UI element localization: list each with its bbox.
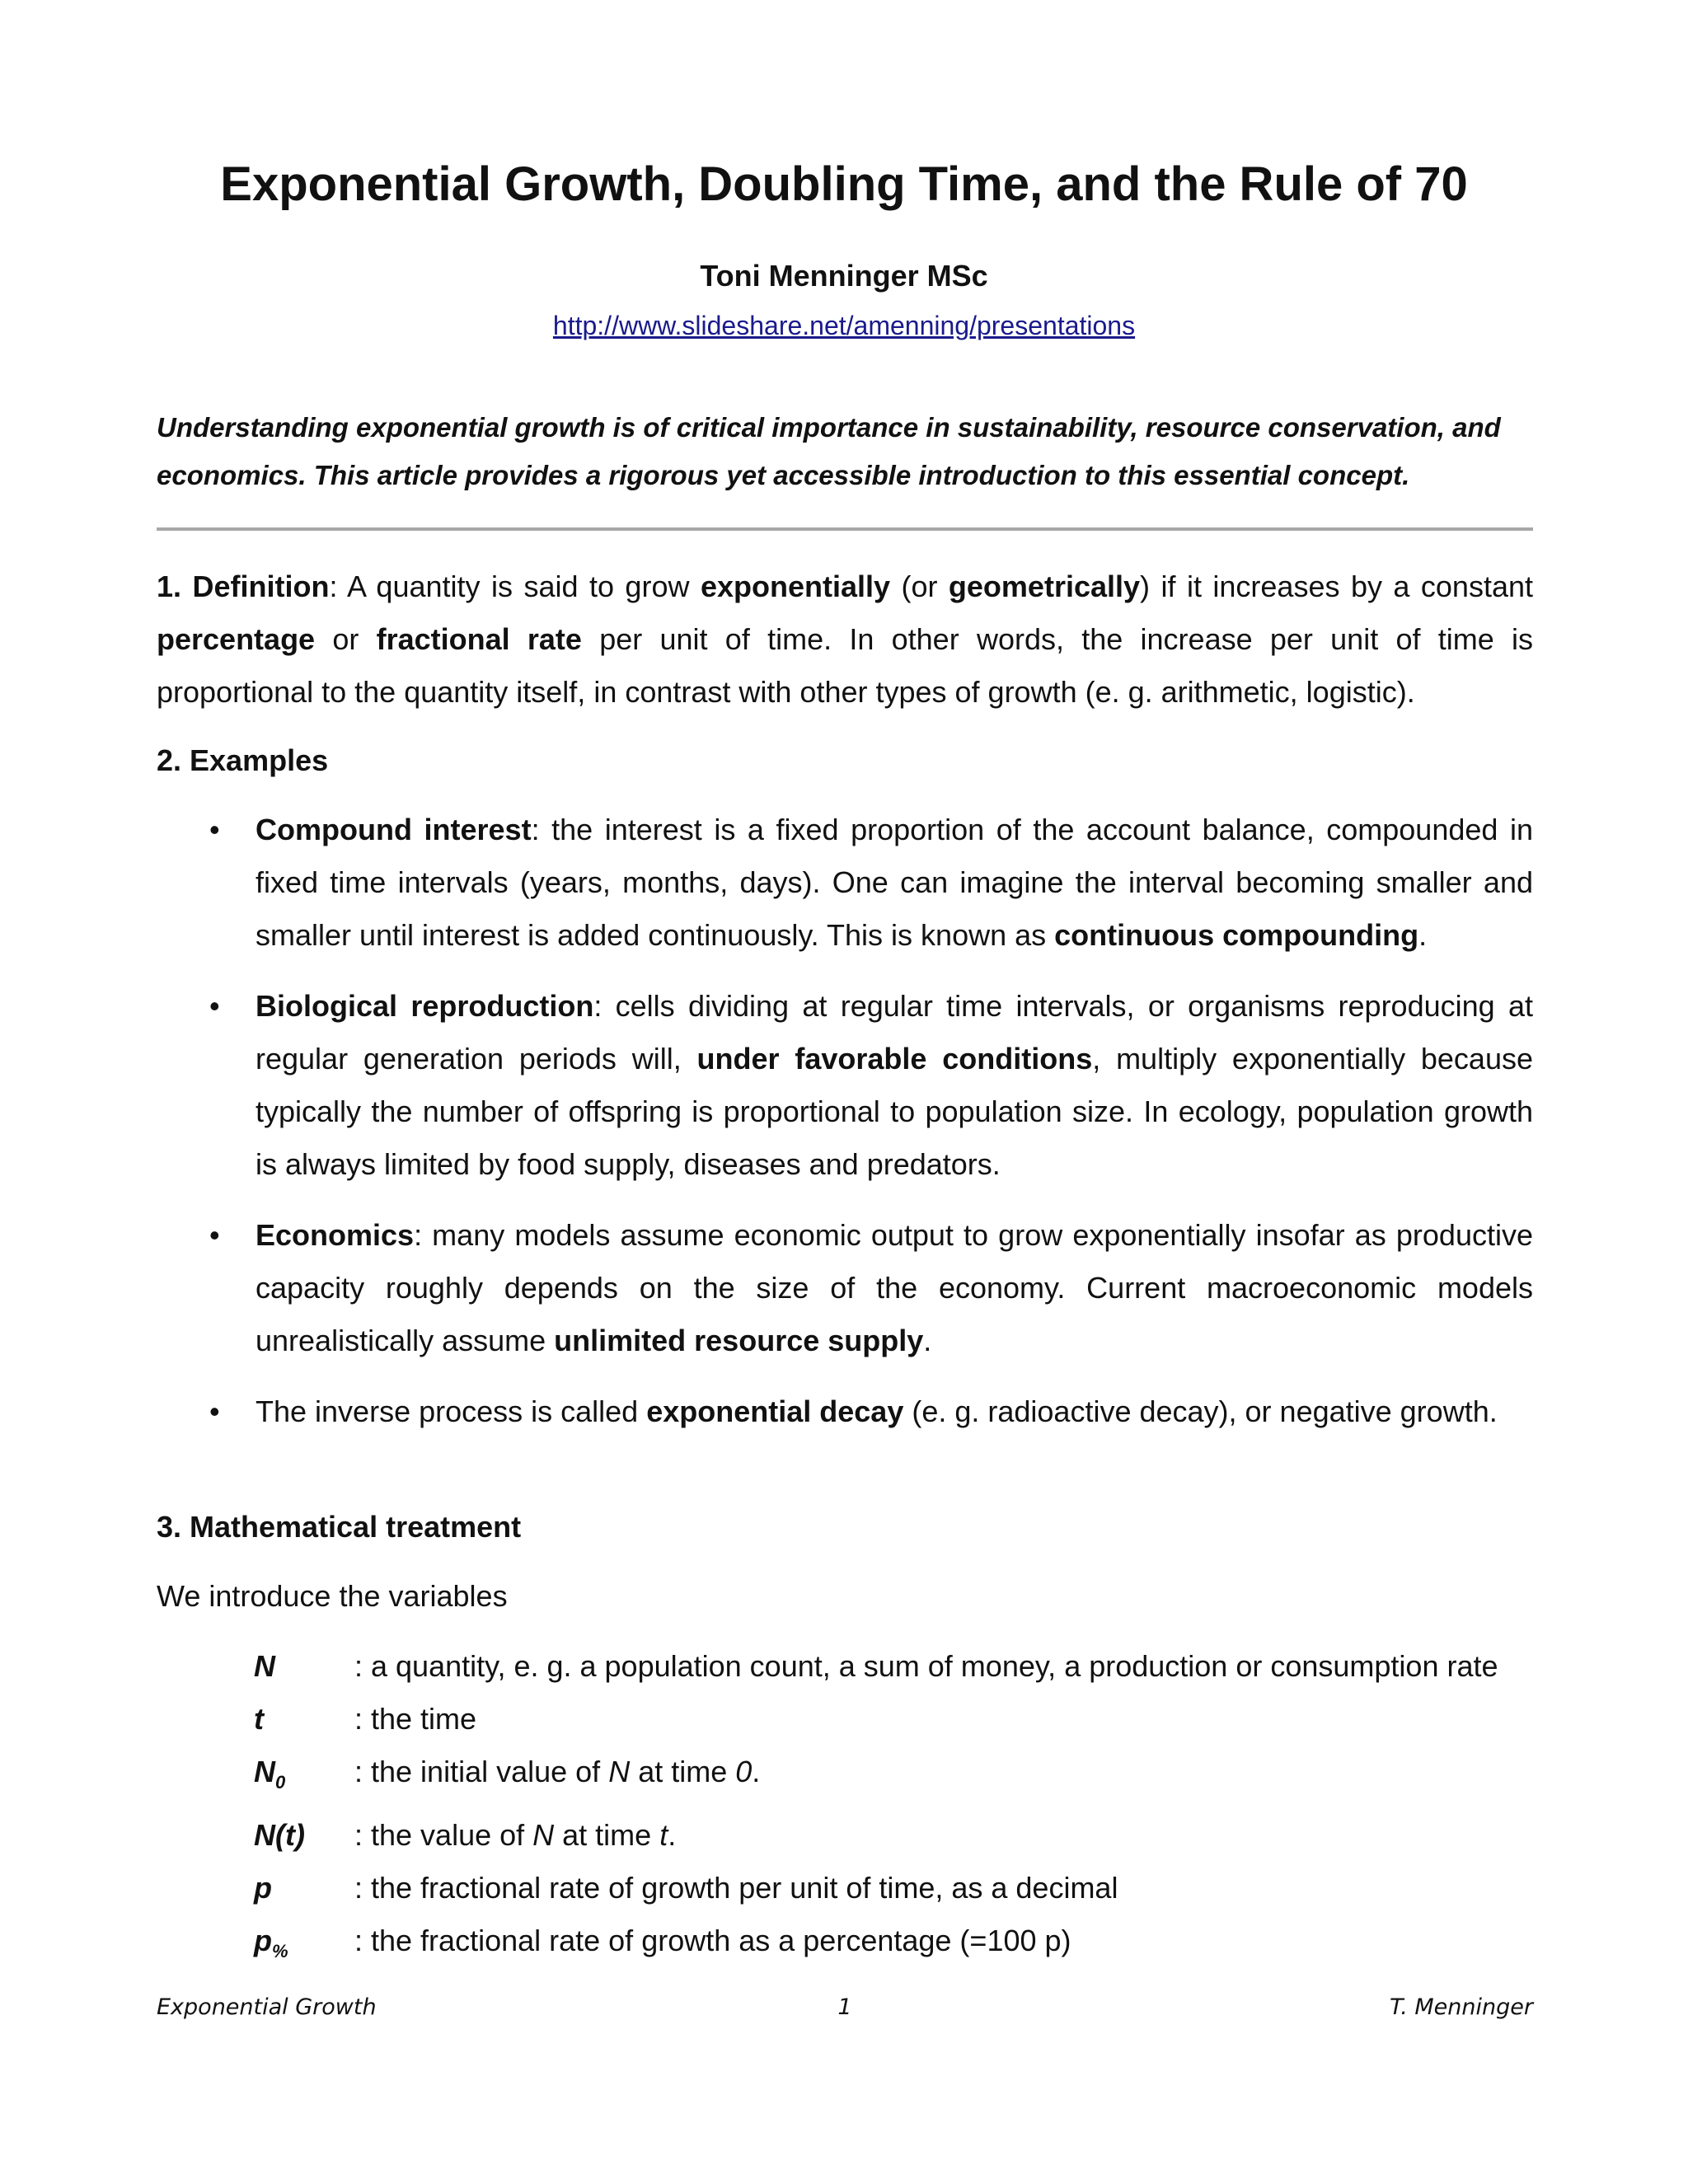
variable-symbol: p [254,1871,272,1905]
definition-bold-geometrically: geometrically [948,569,1141,603]
example-term: Economics [256,1218,415,1252]
bullet-icon: • [209,813,220,846]
list-item [157,1385,1533,1438]
example-bold: continuous compounding [1054,918,1419,952]
variable-description: : the fractional rate of growth as a percentage (=100 p) [354,1924,1071,1958]
author-url-link[interactable]: http://www.slideshare.net/amenning/presentations [552,311,1136,340]
example-text-a: : the interest is a fixed proportion of the account balance, compounded in fixed time intervals (years, months, days). One can imagine the interval becoming smaller and smaller until interest is added continuously. This is known as [256,813,1533,952]
definition-text-a: : A quantity is said to grow [329,569,701,603]
bullet-icon: • [209,1218,220,1252]
definition-bold-exponentially: exponentially [700,569,890,603]
footer-title: Exponential Growth [157,1994,377,2020]
definition-text-e: per unit of time. In other words, the increase per unit of time is proportional to the quantity itself, in contrast with other types of growth (e. g. arithmetic, logistic). [157,622,1534,709]
list-item [157,980,1533,1191]
variable-description: : the initial value of N at time 0. [354,1755,761,1788]
variable-symbol: N [254,1649,275,1683]
variables-list [254,1640,1556,1978]
variable-description: : the fractional rate of growth per unit of time, as a decimal [354,1871,1118,1905]
footer-author: T. Menninger [1389,1994,1533,2020]
example-text-b: (e. g. radioactive decay), or negative growth. [903,1394,1498,1428]
definition-label: 1. Definition [157,569,330,603]
example-term: Compound interest [256,813,532,846]
definition-text-b: (or [890,569,949,603]
bullet-icon: • [209,1394,220,1428]
example-text-a: : cells dividing at regular time intervals, or organisms reproducing at regular generation periods will, [256,989,1534,1076]
variable-row [254,1640,1556,1693]
example-text-b: . [1418,918,1428,952]
example-text-b: . [923,1324,932,1357]
list-item [157,1209,1533,1367]
definition-bold-fractional-rate: fractional rate [376,622,582,656]
list-item [157,804,1533,962]
example-text-a: The inverse process is called [256,1394,647,1428]
variable-row [254,1862,1556,1915]
example-bold: under favorable conditions [696,1042,1093,1076]
example-bold: exponential decay [646,1394,904,1428]
example-text-a: : many models assume economic output to grow exponentially insofar as productive capacity roughly depends on the size of the economy. Current macroeconomic models unrealistically assume [256,1218,1533,1357]
variable-row [254,1693,1556,1746]
variable-row [254,1746,1556,1809]
example-bold: unlimited resource supply [554,1324,924,1357]
variable-symbol: t [254,1702,264,1736]
math-heading: 3. Mathematical treatment [157,1510,522,1544]
variable-symbol: $p_{\%}$ [254,1924,288,1962]
definition-paragraph [157,560,1533,719]
bullet-icon: • [209,989,220,1023]
variable-symbol: N(t) [254,1818,305,1853]
page-title: Exponential Growth, Doubling Time, and the Rule of 70 [220,157,1468,211]
author-name: Toni Menninger MSc [700,259,988,293]
example-term: Biological reproduction [256,989,594,1023]
variable-row [254,1809,1556,1862]
variable-row [254,1915,1556,1978]
variable-description: : the time [354,1702,477,1736]
section-divider [157,527,1533,531]
footer-page-number: 1 [837,1994,852,2020]
definition-text-d: or [315,622,377,656]
author-url-line [0,307,1688,344]
definition-bold-percentage: percentage [157,622,316,656]
variable-description: : a quantity, e. g. a population count, a sum of money, a production or consumption rate [354,1649,1498,1683]
example-text-b: , multiply exponentially because typically the number of offspring is proportional to population size. In ecology, population growth is always limited by food supply, diseases and predators. [256,1042,1533,1181]
definition-text-c: ) if it increases by a constant [1140,569,1533,603]
examples-list [157,804,1533,1456]
abstract-text: Understanding exponential growth is of critical importance in sustainability, resource conservation, and economics. This article provides a rigorous yet accessible introduction to this essential concept. [157,412,1501,490]
variable-symbol: $N_0$ [254,1755,286,1793]
variable-description: : the value of N at time t. [354,1818,677,1853]
examples-heading: 2. Examples [157,743,329,777]
math-intro: We introduce the variables [157,1579,508,1613]
